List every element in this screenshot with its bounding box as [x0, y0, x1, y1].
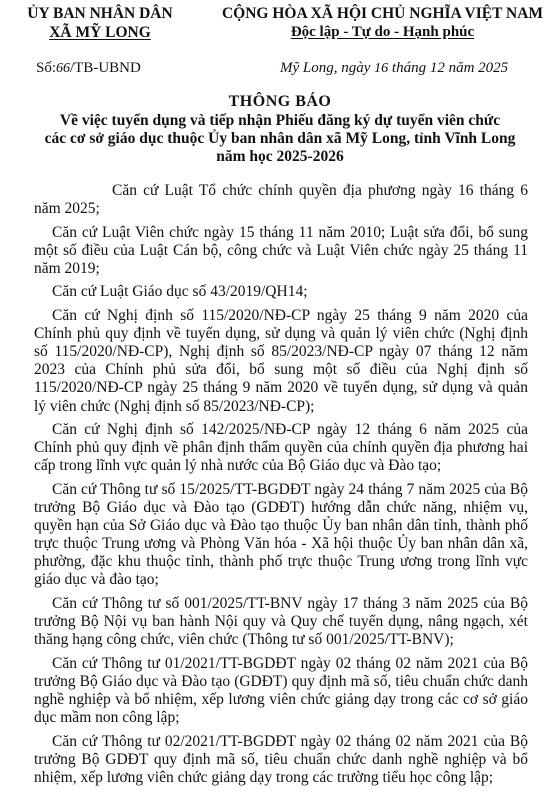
commune-name: XÃ MỸ LONG — [49, 24, 151, 41]
legal-basis-paragraph: Căn cứ Thông tư 01/2021/TT-BGDĐT ngày 02 tháng 02 năm 2021 của Bộ trưởng Bộ Giáo dục và Đào tạo (GDĐT) quy định mã số, tiêu chuẩn chức danh nghề nghiệp và bổ nhiệm, xếp lương viên chức giảng dạy trong các cơ sở giáo dục mầm non công lập; — [34, 654, 528, 727]
legal-basis-paragraph: Căn cứ Thông tư số 15/2025/TT-BGDĐT ngày 24 tháng 7 năm 2025 của Bộ trưởng Bộ Giáo dục và Đào tạo (GDĐT) hướng dẫn chức năng, nhiệm vụ, quyền hạn của Sở Giáo dục và Đào tạo thuộc Ủy ban nhân dân tỉnh, thành phố trực thuộc Trung ương và Phòng Văn hóa - Xã hội thuộc Ủy ban nhân dân xã, phường, đặc khu thuộc tỉnh, thành phố trực thuộc Trung ương trong lĩnh vực giáo dục và đào tạo; — [34, 480, 528, 589]
number-suffix: /TB-UBND — [70, 60, 141, 76]
place-date-prefix: Mỹ Long, ngày — [280, 60, 371, 76]
country-name: CỘNG HÒA XÃ HỘI CHỦ NGHĨA VIỆT NAM — [221, 5, 544, 22]
legal-basis-paragraph: Căn cứ Nghị định số 115/2020/NĐ-CP ngày 25 tháng 9 năm 2020 của Chính phủ quy định về tuyển dụng, sử dụng và quản lý viên chức (Nghị định số 115/2020/NĐ-CP), Nghị định số 85/2023/NĐ-CP ngày 07 tháng 12 năm 2023 của Chính phủ sửa đổi, bổ sung một số điều của Nghị định số 115/2020/NĐ-CP ngày 25 tháng 9 năm 2020 về tuyển dụng, sử dụng và quản lý viên chức (Nghị định số 85/2023/NĐ-CP); — [34, 307, 528, 415]
subject-line: Về việc tuyển dụng và tiếp nhận Phiếu đăng ký dự tuyển viên chức — [59, 112, 501, 129]
legal-basis-paragraph: Căn cứ Luật Tổ chức chính quyền địa phương ngày 16 tháng 6 năm 2025; — [34, 182, 528, 218]
motto: Độc lập - Tự do - Hạnh phúc — [290, 24, 475, 40]
legal-basis-paragraph: Căn cứ Luật Viên chức ngày 15 tháng 11 năm 2010; Luật sửa đổi, bổ sung một số điều của Luật Cán bộ, công chức và Luật Viên chức ngày 25 tháng 11 năm 2019; — [34, 223, 528, 277]
legal-basis-paragraph: Căn cứ Thông tư 02/2021/TT-BGDĐT ngày 02 tháng 02 năm 2021 của Bộ trưởng Bộ GDĐT quy định mã số, tiêu chuẩn chức danh nghề nghiệp và bổ nhiệm, xếp lương viên chức giảng dạy trong các trường tiểu học công lập; — [34, 732, 528, 786]
place-and-date — [280, 60, 508, 77]
agency-name: ỦY BAN NHÂN DÂN — [27, 5, 173, 22]
subject-line: các cơ sở giáo dục thuộc Ủy ban nhân dân xã Mỹ Long, tỉnh Vĩnh Long — [44, 130, 516, 147]
title-block — [0, 92, 560, 166]
subject-line: năm học 2025-2026 — [216, 148, 344, 165]
document-number — [36, 60, 141, 77]
legal-basis-paragraph: Căn cứ Luật Giáo dục số 43/2019/QH14; — [52, 283, 308, 301]
day-handwritten: 16 — [374, 61, 389, 76]
document-type: THÔNG BÁO — [228, 93, 332, 110]
place-date-suffix: tháng 12 năm 2025 — [391, 60, 509, 76]
number-handwritten: 66 — [56, 61, 71, 76]
number-prefix: Số: — [36, 60, 57, 76]
document-body — [34, 182, 528, 792]
issuing-agency — [10, 4, 190, 42]
legal-basis-paragraph: Căn cứ Thông tư số 001/2025/TT-BNV ngày 17 tháng 3 năm 2025 của Bộ trưởng Bộ Nội vụ ban hành Nội quy và Quy chế tuyển dụng, nâng ngạch, xét thăng hạng công chức, viên chức (Thông tư số 001/2025/TT-BNV); — [34, 594, 528, 649]
national-motto — [210, 4, 555, 42]
legal-basis-paragraph: Căn cứ Nghị định số 142/2025/NĐ-CP ngày 12 tháng 6 năm 2025 của Chính phủ quy định về phân định thẩm quyền của chính quyền địa phương hai cấp trong lĩnh vực quản lý nhà nước của Bộ Giáo dục và Đào tạo; — [34, 421, 528, 475]
